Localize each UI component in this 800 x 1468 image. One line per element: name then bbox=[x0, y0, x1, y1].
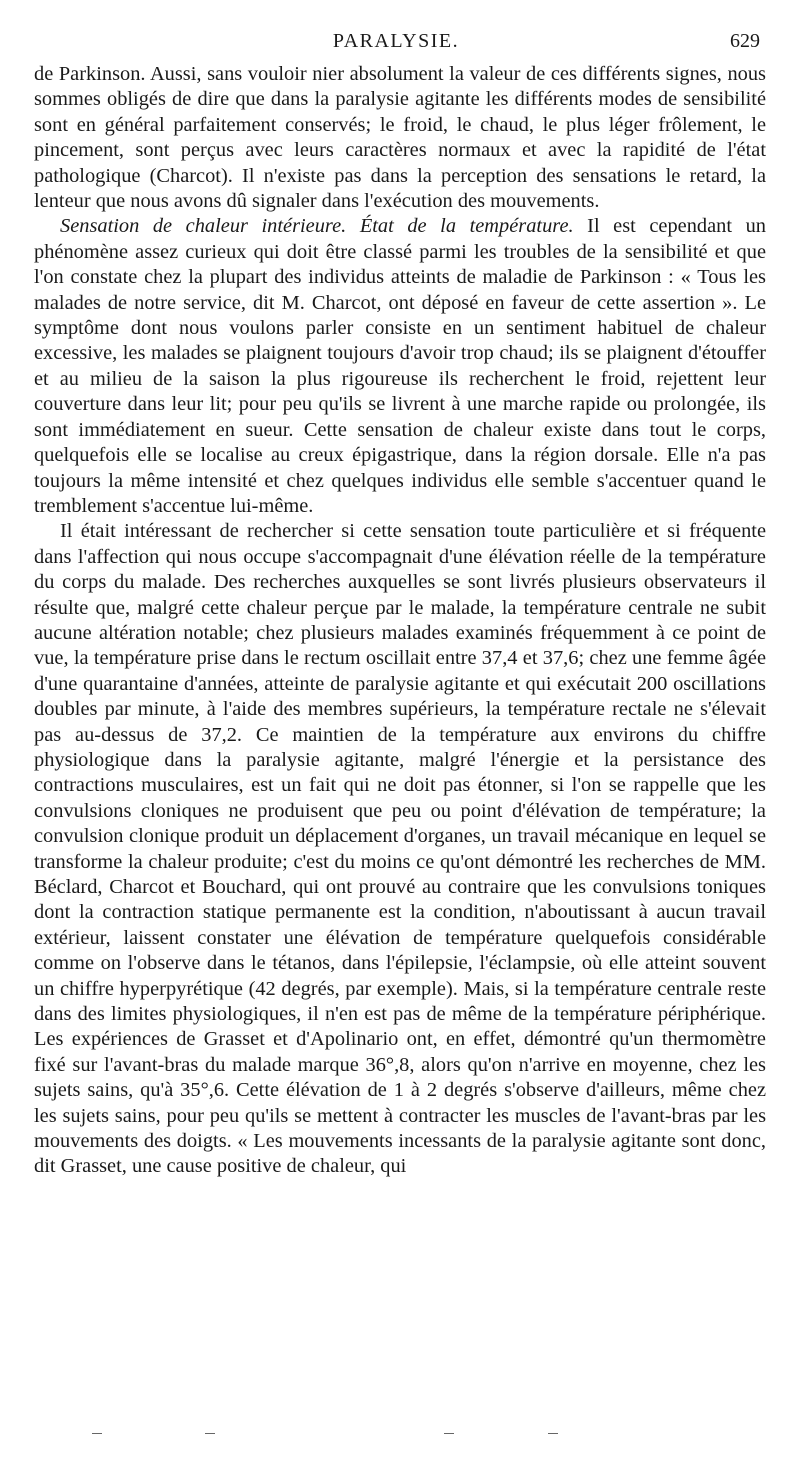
page-footer-marks bbox=[0, 1428, 800, 1440]
paragraph-temperature-research: Il était intéressant de rechercher si cette sensation toute particulière et si fréquente dans l'affection qui nous occupe s'accompagnait d'une élévation réelle de la température du corps du malade. Des recherches auxquelles se sont livrés plusieurs observateurs il résulte que, malgré cette chaleur perçue par le malade, la température centrale ne subit aucune altération notable; chez plusieurs malades examinés fréquemment à ce point de vue, la température prise dans le rectum oscillait entre 37,4 et 37,6; chez une femme âgée d'une quarantaine d'années, atteinte de paralysie agitante et qui exécutait 200 oscillations doubles par minute, à l'aide des membres supérieurs, la température rectale ne s'élevait pas au-dessus de 37,2. Ce maintien de la température aux environs du chiffre physiologique dans la paralysie agitante, malgré l'énergie et la persistance des contractions musculaires, est un fait qui ne doit pas étonner, si l'on se rappelle que les convulsions cloniques ne produisent que peu ou point d'élévation de température; la convulsion clonique produit un déplacement d'organes, un travail mécanique en lequel se transforme la chaleur produite; c'est du moins ce qu'ont démontré les recherches de MM. Béclard, Charcot et Bouchard, qui ont prouvé au contraire que les convulsions toniques dont la contraction statique permanente est la condition, n'aboutissant à aucun travail extérieur, laissent constater une élévation de température quelquefois considérable comme on l'observe dans le tétanos, dans l'épilepsie, l'éclampsie, où elle atteint souvent un chiffre hyperpyrétique (42 degrés, par exemple). Mais, si la température centrale reste dans des limites physiologiques, il n'en est pas de même de la température périphérique. Les expériences de Grasset et d'Apolinario ont, en effet, démontré qu'un thermomètre fixé sur l'avant-bras du malade marque 36°,8, alors qu'on n'arrive en moyenne, chez les sujets sains, qu'à 35°,6. Cette élévation de 1 à 2 degrés s'observe d'ailleurs, même chez les sujets sains, pour peu qu'ils se mettent à contracter les muscles de l'avant-bras par les mouvements des doigts. « Les mouvements incessants de la paralysie agitante sont donc, dit Grasset, une cause positive de chaleur, qui bbox=[34, 520, 766, 1178]
scan-mark bbox=[205, 1433, 215, 1434]
paragraph-temperature-sensation bbox=[34, 214, 766, 519]
scan-mark bbox=[92, 1433, 102, 1434]
page-number: 629 bbox=[730, 30, 760, 52]
scan-mark bbox=[548, 1433, 558, 1434]
paragraph-continuation: de Parkinson. Aussi, sans vouloir nier absolument la valeur de ces différents signes, nous sommes obligés de dire que dans la paralysie agitante les différents modes de sensibilité sont en général parfaitement conservés; le froid, le chaud, le plus léger frôlement, le pincement, sont perçus avec leurs caractères normaux et avec la rapidité de l'état pathologique (Charcot). Il n'existe pas dans la perception des sensations le retard, la lenteur que nous avons dû signaler dans l'exécution des mouvements. bbox=[34, 63, 766, 213]
page-header bbox=[32, 28, 760, 58]
scan-mark bbox=[444, 1433, 454, 1434]
page-body bbox=[34, 62, 766, 1180]
running-title: PARALYSIE. bbox=[332, 30, 460, 52]
section-heading: Sensation de chaleur intérieure. État de la température. bbox=[60, 215, 574, 238]
paragraph-text: Il est cependant un phénomène assez curieux qui doit être classé parmi les troubles de la sensibilité et que l'on constate chez la plupart des individus atteints de maladie de Parkinson : « Tous les malades de notre service, dit M. Charcot, ont déposé en faveur de cette assertion ». Le symptôme dont nous voulons parler consiste en un sentiment habituel de chaleur excessive, les malades se plaignent toujours d'avoir trop chaud; ils se plaignent d'étouffer et au milieu de la saison la plus rigoureuse ils recherchent le froid, rejettent leur couverture dans leur lit; pour peu qu'ils se livrent à une marche rapide ou prolongée, ils sont immédiatement en sueur. Cette sensation de chaleur existe dans tout le corps, quelquefois elle se localise au creux épigastrique, dans la région dorsale. Elle n'a pas toujours la même intensité et chez quelques individus elle semble s'accentuer quand le tremblement s'accentue lui-même. bbox=[34, 215, 766, 517]
